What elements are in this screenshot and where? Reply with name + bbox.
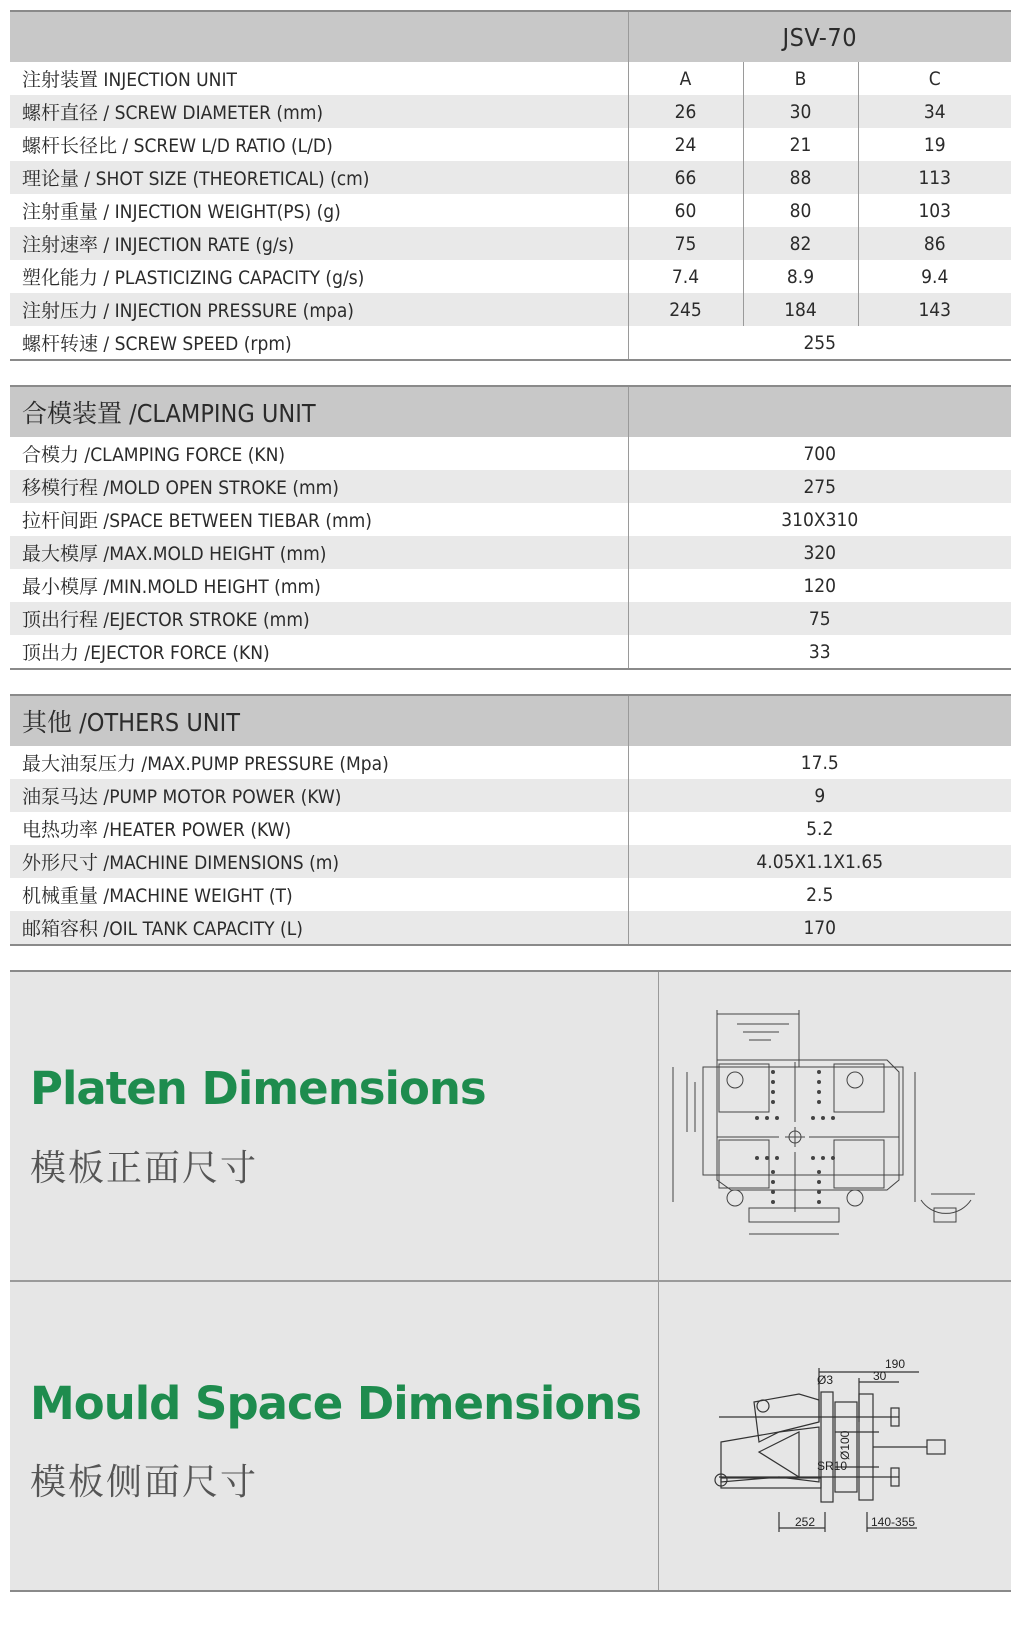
mould-title: Mould Space Dimensions xyxy=(30,1377,642,1430)
row-value: 33 xyxy=(628,635,1011,669)
row-value: 310X310 xyxy=(628,503,1011,536)
value-c: 19 xyxy=(858,128,1011,161)
row-label: 塑化能力 / PLASTICIZING CAPACITY (g/s) xyxy=(10,260,628,293)
value-b: 82 xyxy=(743,227,858,260)
section-gap xyxy=(10,946,1011,970)
row-value: 320 xyxy=(628,536,1011,569)
row-label: 外形尺寸 /MACHINE DIMENSIONS (m) xyxy=(10,845,628,878)
row-label: 合模力 /CLAMPING FORCE (KN) xyxy=(10,437,628,470)
row-label: 移模行程 /MOLD OPEN STROKE (mm) xyxy=(10,470,628,503)
table-row xyxy=(10,161,1011,194)
value-b: 30 xyxy=(743,95,858,128)
value-a: 26 xyxy=(628,95,743,128)
others-unit-heading: 其他 /OTHERS UNIT xyxy=(10,695,628,746)
table-row xyxy=(10,779,1011,812)
dim-30-label: 30 xyxy=(873,1369,887,1383)
row-label: 注射压力 / INJECTION PRESSURE (mpa) xyxy=(10,293,628,326)
dim-252-label: 252 xyxy=(795,1515,816,1529)
clamping-unit-table xyxy=(10,385,1011,670)
injection-unit-heading: 注射装置 INJECTION UNIT xyxy=(10,62,628,95)
mould-space-dimensions-panel xyxy=(10,1280,1011,1590)
section-gap xyxy=(10,361,1011,385)
table-row xyxy=(10,326,1011,360)
value-a: 24 xyxy=(628,128,743,161)
value-a: 66 xyxy=(628,161,743,194)
value-c: 103 xyxy=(858,194,1011,227)
mould-drawing-area xyxy=(658,1282,1012,1590)
row-label: 注射速率 / INJECTION RATE (g/s) xyxy=(10,227,628,260)
dim-190-label: 190 xyxy=(885,1357,906,1371)
value-c: 86 xyxy=(858,227,1011,260)
platen-text-area xyxy=(10,972,658,1280)
spec-sheet xyxy=(10,10,1011,1592)
row-value: 75 xyxy=(628,602,1011,635)
column-a-label: A xyxy=(628,62,743,95)
table-row xyxy=(10,812,1011,845)
platen-drawing-area xyxy=(658,972,1012,1280)
table-row xyxy=(10,128,1011,161)
row-label: 螺杆直径 / SCREW DIAMETER (mm) xyxy=(10,95,628,128)
table-row xyxy=(10,62,1011,95)
value-b: 21 xyxy=(743,128,858,161)
table-row xyxy=(10,911,1011,945)
dim-sr10-label: SR10 xyxy=(817,1459,848,1473)
value-a: 7.4 xyxy=(628,260,743,293)
value-b: 88 xyxy=(743,161,858,194)
screw-speed-value: 255 xyxy=(628,326,1011,360)
table-row xyxy=(10,227,1011,260)
table-row xyxy=(10,95,1011,128)
value-c: 143 xyxy=(858,293,1011,326)
model-name: JSV-70 xyxy=(628,11,1011,62)
row-value: 17.5 xyxy=(628,746,1011,779)
table-row xyxy=(10,437,1011,470)
row-label: 理论量 / SHOT SIZE (THEORETICAL) (cm) xyxy=(10,161,628,194)
table-row xyxy=(10,293,1011,326)
row-label: 顶出行程 /EJECTOR STROKE (mm) xyxy=(10,602,628,635)
others-unit-table xyxy=(10,694,1011,946)
row-value: 2.5 xyxy=(628,878,1011,911)
row-label: 电热功率 /HEATER POWER (KW) xyxy=(10,812,628,845)
row-value: 4.05X1.1X1.65 xyxy=(628,845,1011,878)
row-label: 拉杆间距 /SPACE BETWEEN TIEBAR (mm) xyxy=(10,503,628,536)
row-value: 120 xyxy=(628,569,1011,602)
value-c: 9.4 xyxy=(858,260,1011,293)
platen-title: Platen Dimensions xyxy=(30,1062,486,1115)
value-a: 245 xyxy=(628,293,743,326)
row-label: 最大油泵压力 /MAX.PUMP PRESSURE (Mpa) xyxy=(10,746,628,779)
table-row xyxy=(10,194,1011,227)
row-value: 170 xyxy=(628,911,1011,945)
row-label: 螺杆转速 / SCREW SPEED (rpm) xyxy=(10,326,628,360)
row-label: 最大模厚 /MAX.MOLD HEIGHT (mm) xyxy=(10,536,628,569)
table-row xyxy=(10,845,1011,878)
row-label: 螺杆长径比 / SCREW L/D RATIO (L/D) xyxy=(10,128,628,161)
table-row xyxy=(10,503,1011,536)
header-blank-cell xyxy=(628,386,1011,437)
row-value: 9 xyxy=(628,779,1011,812)
dimensions-block xyxy=(10,970,1011,1592)
table-row xyxy=(10,470,1011,503)
value-c: 113 xyxy=(858,161,1011,194)
dim-dia3-label: Ø3 xyxy=(817,1373,834,1387)
platen-front-drawing xyxy=(659,972,1012,1280)
row-value: 5.2 xyxy=(628,812,1011,845)
row-label: 注射重量 / INJECTION WEIGHT(PS) (g) xyxy=(10,194,628,227)
table-row xyxy=(10,635,1011,669)
header-blank-cell xyxy=(628,695,1011,746)
row-label: 油泵马达 /PUMP MOTOR POWER (KW) xyxy=(10,779,628,812)
table-row xyxy=(10,569,1011,602)
table-row xyxy=(10,746,1011,779)
value-c: 34 xyxy=(858,95,1011,128)
column-b-label: B xyxy=(743,62,858,95)
row-label: 顶出力 /EJECTOR FORCE (KN) xyxy=(10,635,628,669)
dim-dia100-label: Ø100 xyxy=(838,1430,852,1460)
platen-dimensions-panel xyxy=(10,972,1011,1280)
row-label: 机械重量 /MACHINE WEIGHT (T) xyxy=(10,878,628,911)
value-a: 75 xyxy=(628,227,743,260)
mould-subtitle: 模板侧面尺寸 xyxy=(30,1462,259,1503)
value-b: 8.9 xyxy=(743,260,858,293)
table-row xyxy=(10,878,1011,911)
table-row xyxy=(10,536,1011,569)
injection-unit-table xyxy=(10,10,1011,361)
dim-140-355-label: 140-355 xyxy=(871,1515,916,1529)
value-b: 184 xyxy=(743,293,858,326)
header-blank-cell xyxy=(10,11,628,62)
clamping-unit-heading: 合模装置 /CLAMPING UNIT xyxy=(10,386,628,437)
column-c-label: C xyxy=(858,62,1011,95)
table-row xyxy=(10,260,1011,293)
mould-text-area xyxy=(10,1282,658,1590)
table-row xyxy=(10,602,1011,635)
row-value: 275 xyxy=(628,470,1011,503)
row-label: 邮箱容积 /OIL TANK CAPACITY (L) xyxy=(10,911,628,945)
section-header-row xyxy=(10,695,1011,746)
section-header-row xyxy=(10,386,1011,437)
row-label: 最小模厚 /MIN.MOLD HEIGHT (mm) xyxy=(10,569,628,602)
platen-subtitle: 模板正面尺寸 xyxy=(30,1148,259,1189)
value-b: 80 xyxy=(743,194,858,227)
mould-side-drawing xyxy=(659,1282,1012,1590)
row-value: 700 xyxy=(628,437,1011,470)
section-gap xyxy=(10,670,1011,694)
value-a: 60 xyxy=(628,194,743,227)
model-header-row xyxy=(10,11,1011,62)
